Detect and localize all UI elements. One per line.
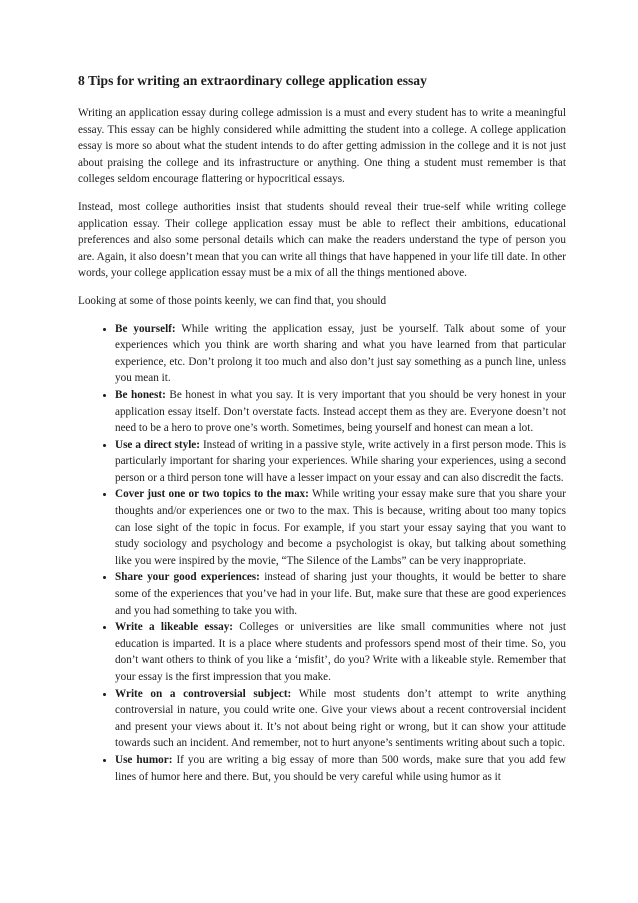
paragraph-intro-1: Writing an application essay during college admission is a must and every student has to write a meaningful essay. This essay can be highly considered while admitting the student into a college. A college application essay is more so about what the student intends to do after getting admission in the college and it is not just about praising the college and its infrastructure or anything. One thing a student must remember is that colleges seldom encourage flattering or hypocritical essays. [78,107,566,186]
tip-label: Be honest: [115,388,166,401]
list-item-be-yourself [115,321,566,387]
tip-label: Use humor: [115,753,173,766]
tip-text: While writing your essay make sure that you share your thoughts and/or experiences one or two to the max. This is because, writing about too many topics can lose sight of the topic in focus. For example, if you start your essay saying that you want to study sociology and psychology and become a psychologist is okay, but talking about something like you were inspired by the movie, “The Silence of the Lambs” can be very inappropriate. [115,488,566,567]
list-item-cover-topics [115,486,566,569]
tip-text: Colleges or universities are like small communities where not just education is imparted. It is a place where students and professors spend most of their time. So, you don’t want others to think of you like a ‘misfit’, do you? Write with a likeable style. Remember that your essay is the first impression that you make. [115,621,566,683]
tip-label: Write a likeable essay: [115,621,234,634]
paragraph-lead-in: Looking at some of those points keenly, we can find that, you should [78,294,387,307]
tip-text: If you are writing a big essay of more than 500 words, make sure that you add few lines of humor here and there. But, you should be very careful while using humor as it [115,753,566,783]
tips-list [78,321,566,786]
document-title: 8 Tips for writing an extraordinary college application essay [78,73,427,88]
paragraph-intro-2: Instead, most college authorities insist that students should reveal their true-self while writing college application essay. Their college application essay must be able to reflect their ambitions, educational preferences and also some personal details which can make the readers understand the type of person you are. Again, it also doesn’t mean that you can write all things that have happened in your life till date. In other words, your college application essay must be a mix of all the things mentioned above. [78,200,566,280]
tip-label: Cover just one or two topics to the max: [115,488,309,501]
list-item-use-direct-style [115,437,566,487]
list-item-be-honest [115,387,566,437]
list-item-use-humor [115,752,566,785]
tip-text: While writing the application essay, just be yourself. Talk about some of your experiences which you think are worth sharing and what you have learned from that particular experience, etc. Don’t prolong it too much and also don’t just say something as a punch line, unless you mean it. [115,322,566,385]
tip-text: While most students don’t attempt to write anything controversial in nature, you could write one. Give your views about a recent controversial incident and present your views about it. It’s not about being right or wrong, but it can show your attitude towards such an incident. And remember, not to hurt anyone’s sentiments writing about such a topic. [115,687,566,750]
tip-label: Write on a controversial subject: [115,687,292,700]
tip-label: Be yourself: [115,322,176,335]
tip-text: Instead of writing in a passive style, write actively in a first person mode. This is particularly important for sharing your experiences. While sharing your experiences, using a second person or a third person tone will have a lesser impact on your essay and can also discredit the facts. [115,438,567,484]
tip-label: Use a direct style: [115,438,200,451]
tip-text: Be honest in what you say. It is very important that you should be very honest in your application essay itself. Don’t overstate facts. Instead accept them as they are. Everyone doesn’t not need to be a hero to prove one’s worth. Sometimes, being yourself and honest can mean a lot. [115,388,566,435]
tip-text: instead of sharing just your thoughts, it would be better to share some of the experiences that you’ve had in your life. But, make sure that these are good experiences and you had something to take you with. [115,571,566,617]
list-item-likeable-essay [115,619,566,685]
list-item-share-experiences [115,569,566,619]
tip-label: Share your good experiences: [115,571,260,584]
list-item-controversial-subject [115,686,566,752]
